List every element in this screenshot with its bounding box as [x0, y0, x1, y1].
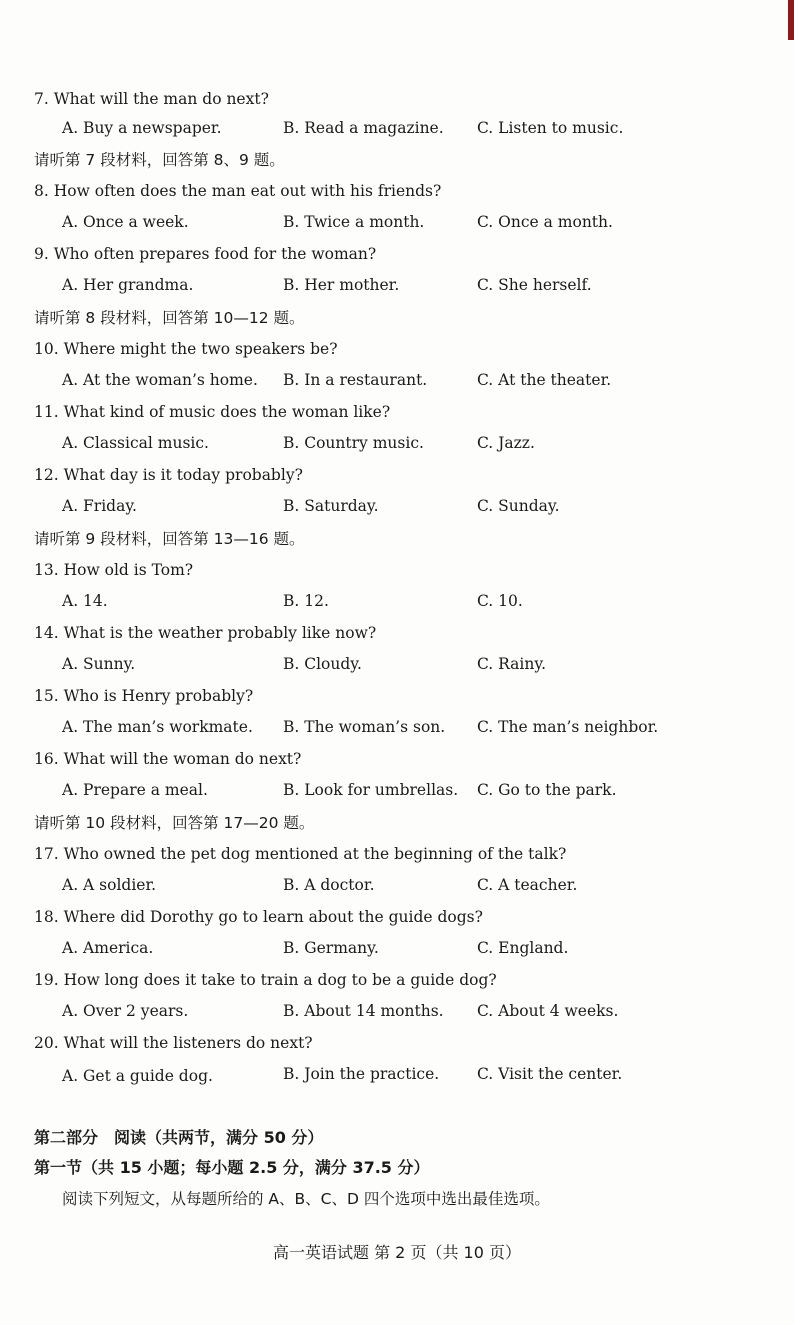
- q8-option-a: A. Once a week.: [62, 213, 189, 231]
- q15-option-c: C. The man’s neighbor.: [477, 718, 659, 736]
- segment-7-instruction: 请听第 7 段材料，回答第 8、9 题。: [34, 151, 285, 169]
- q13-option-b: B. 12.: [283, 592, 329, 610]
- q11-option-c: C. Jazz.: [477, 434, 535, 452]
- q14-option-c: C. Rainy.: [477, 655, 546, 673]
- q8-option-c: C. Once a month.: [477, 213, 613, 231]
- question-11: 11. What kind of music does the woman like?: [34, 403, 391, 421]
- q10-option-b: B. In a restaurant.: [283, 371, 428, 389]
- q16-option-a: A. Prepare a meal.: [62, 781, 208, 799]
- question-15: 15. Who is Henry probably?: [34, 687, 254, 705]
- question-13: 13. How old is Tom?: [34, 561, 194, 579]
- q18-option-a: A. America.: [62, 939, 154, 957]
- q14-option-a: A. Sunny.: [62, 655, 136, 673]
- q18-option-c: C. England.: [477, 939, 569, 957]
- question-18: 18. Where did Dorothy go to learn about the guide dogs?: [34, 908, 483, 926]
- part2-title: 第二部分 阅读（共两节，满分 50 分）: [34, 1128, 324, 1147]
- q12-option-b: B. Saturday.: [283, 497, 379, 515]
- question-14: 14. What is the weather probably like now?: [34, 624, 377, 642]
- q10-option-a: A. At the woman’s home.: [62, 371, 258, 389]
- page-footer: 高一英语试题 第 2 页（共 10 页）: [273, 1243, 521, 1262]
- q12-option-c: C. Sunday.: [477, 497, 560, 515]
- q19-option-b: B. About 14 months.: [283, 1002, 444, 1020]
- q10-option-c: C. At the theater.: [477, 371, 612, 389]
- segment-8-instruction: 请听第 8 段材料，回答第 10—12 题。: [34, 309, 305, 327]
- q11-option-a: A. Classical music.: [62, 434, 209, 452]
- q13-option-c: C. 10.: [477, 592, 523, 610]
- q12-option-a: A. Friday.: [62, 497, 137, 515]
- question-9: 9. Who often prepares food for the woman?: [34, 245, 377, 263]
- segment-10-instruction: 请听第 10 段材料，回答第 17—20 题。: [34, 814, 315, 832]
- question-8: 8. How often does the man eat out with his friends?: [34, 182, 442, 200]
- q15-option-b: B. The woman’s son.: [283, 718, 446, 736]
- q14-option-b: B. Cloudy.: [283, 655, 362, 673]
- question-7: 7. What will the man do next?: [34, 90, 269, 108]
- q9-option-b: B. Her mother.: [283, 276, 400, 294]
- q20-option-c: C. Visit the center.: [477, 1065, 623, 1083]
- q9-option-c: C. She herself.: [477, 276, 592, 294]
- segment-9-instruction: 请听第 9 段材料，回答第 13—16 题。: [34, 530, 305, 548]
- q7-option-c: C. Listen to music.: [477, 119, 624, 137]
- question-17: 17. Who owned the pet dog mentioned at the beginning of the talk?: [34, 845, 567, 863]
- q17-option-b: B. A doctor.: [283, 876, 375, 894]
- question-19: 19. How long does it take to train a dog to be a guide dog?: [34, 971, 497, 989]
- q9-option-a: A. Her grandma.: [62, 276, 194, 294]
- q15-option-a: A. The man’s workmate.: [62, 718, 253, 736]
- q8-option-b: B. Twice a month.: [283, 213, 425, 231]
- q17-option-c: C. A teacher.: [477, 876, 578, 894]
- q20-option-a: A. Get a guide dog.: [62, 1067, 213, 1085]
- question-12: 12. What day is it today probably?: [34, 466, 303, 484]
- question-16: 16. What will the woman do next?: [34, 750, 302, 768]
- q11-option-b: B. Country music.: [283, 434, 424, 452]
- reading-directions: 阅读下列短文，从每题所给的 A、B、C、D 四个选项中选出最佳选项。: [62, 1190, 550, 1208]
- q19-option-a: A. Over 2 years.: [62, 1002, 189, 1020]
- q16-option-c: C. Go to the park.: [477, 781, 617, 799]
- q19-option-c: C. About 4 weeks.: [477, 1002, 619, 1020]
- section1-title: 第一节（共 15 小题；每小题 2.5 分，满分 37.5 分）: [34, 1158, 430, 1177]
- q18-option-b: B. Germany.: [283, 939, 379, 957]
- question-20: 20. What will the listeners do next?: [34, 1034, 313, 1052]
- q16-option-b: B. Look for umbrellas.: [283, 781, 459, 799]
- q20-option-b: B. Join the practice.: [283, 1065, 440, 1083]
- q17-option-a: A. A soldier.: [62, 876, 157, 894]
- question-10: 10. Where might the two speakers be?: [34, 340, 338, 358]
- q7-option-b: B. Read a magazine.: [283, 119, 444, 137]
- q7-option-a: A. Buy a newspaper.: [62, 119, 222, 137]
- q13-option-a: A. 14.: [62, 592, 108, 610]
